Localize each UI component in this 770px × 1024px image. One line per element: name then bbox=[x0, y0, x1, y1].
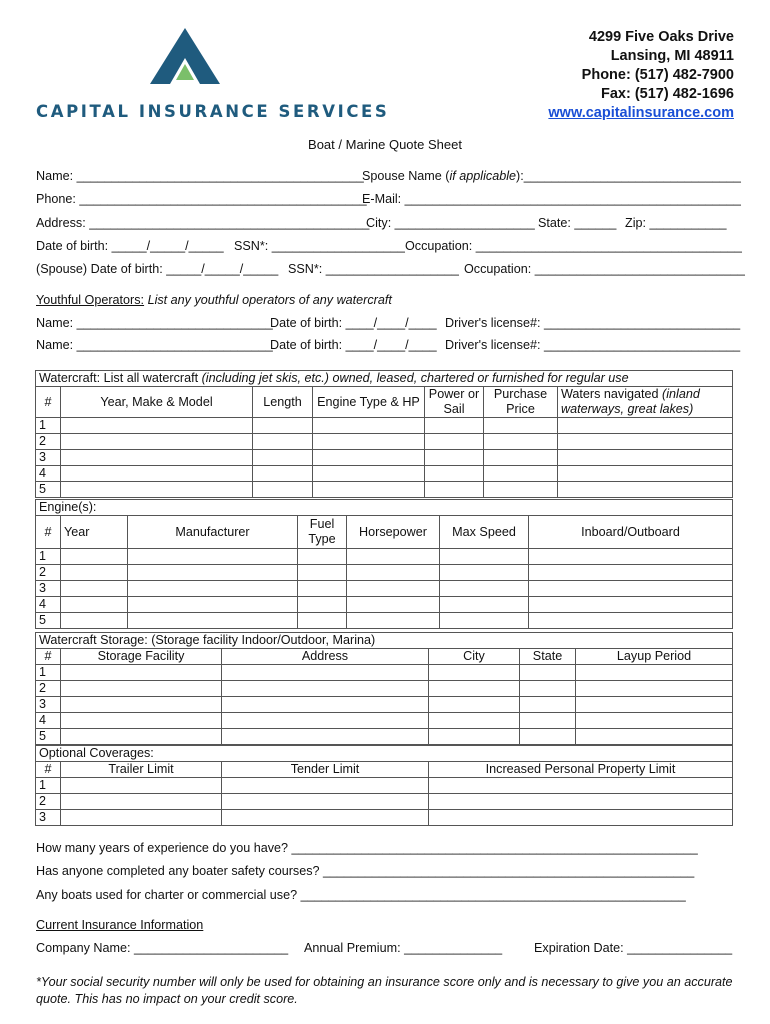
youthful-note: List any youthful operators of any watercraft bbox=[147, 293, 392, 307]
watercraft-note: (including jet skis, etc.) owned, leased, chartered or furnished for regular use bbox=[201, 371, 629, 385]
address-line2: Lansing, MI 48911 bbox=[610, 48, 734, 64]
youthful-license-2[interactable]: Driver's license#: ____________________________ bbox=[445, 338, 741, 352]
table-cell[interactable] bbox=[61, 697, 222, 713]
phone-number: Phone: (517) 482-7900 bbox=[581, 67, 734, 83]
table-cell[interactable] bbox=[484, 466, 558, 482]
table-cell[interactable] bbox=[298, 565, 347, 581]
col-header: Year bbox=[61, 516, 128, 549]
table-cell[interactable] bbox=[484, 450, 558, 466]
table-cell[interactable] bbox=[558, 434, 733, 450]
table-cell[interactable] bbox=[425, 450, 484, 466]
website-link[interactable]: www.capitalinsurance.com bbox=[548, 105, 734, 121]
table-cell[interactable] bbox=[347, 597, 440, 613]
table-cell[interactable] bbox=[222, 665, 429, 681]
watercraft-row bbox=[36, 466, 733, 482]
expiration-date-field[interactable]: Expiration Date: _______________ bbox=[534, 941, 733, 955]
col-header: # bbox=[36, 762, 61, 778]
table-cell[interactable] bbox=[520, 665, 576, 681]
engine-row bbox=[36, 597, 733, 613]
table-cell[interactable] bbox=[440, 597, 529, 613]
table-cell[interactable] bbox=[222, 681, 429, 697]
youthful-dob-1[interactable]: Date of birth: ____/____/____ bbox=[270, 316, 437, 330]
table-cell[interactable] bbox=[429, 729, 520, 745]
table-cell[interactable] bbox=[222, 713, 429, 729]
current-insurance-heading: Current Insurance Information bbox=[36, 918, 204, 932]
col-header: # bbox=[36, 387, 61, 418]
address-line1: 4299 Five Oaks Drive bbox=[588, 29, 734, 45]
waters-note: (inland waterways, great lakes) bbox=[561, 387, 700, 416]
table-cell[interactable] bbox=[520, 713, 576, 729]
spouse-note: if applicable bbox=[449, 169, 517, 183]
col-header: Storage Facility bbox=[61, 649, 222, 665]
table-cell[interactable] bbox=[425, 418, 484, 434]
watercraft-table bbox=[35, 370, 733, 498]
watercraft-row bbox=[36, 482, 733, 498]
table-cell[interactable] bbox=[529, 565, 733, 581]
table-cell[interactable] bbox=[576, 681, 733, 697]
spouse-label: Spouse Name ( bbox=[362, 169, 450, 183]
table-cell[interactable] bbox=[440, 613, 529, 629]
table-cell[interactable] bbox=[61, 681, 222, 697]
table-cell[interactable] bbox=[429, 681, 520, 697]
table-cell[interactable] bbox=[440, 549, 529, 565]
spouse-occupation-field[interactable]: Occupation: ______________________________ bbox=[464, 262, 745, 276]
storage-row bbox=[36, 665, 733, 681]
row-number: 1 bbox=[36, 418, 61, 434]
table-cell[interactable] bbox=[61, 613, 128, 629]
table-cell[interactable] bbox=[576, 713, 733, 729]
col-header: Tender Limit bbox=[222, 762, 429, 778]
table-cell[interactable] bbox=[61, 597, 128, 613]
fax-number: Fax: (517) 482-1696 bbox=[601, 86, 734, 102]
charter-question[interactable]: Any boats used for charter or commercial use? _______________________________________________________ bbox=[36, 888, 686, 902]
table-cell[interactable] bbox=[61, 810, 222, 826]
table-cell[interactable] bbox=[222, 810, 429, 826]
table-cell[interactable] bbox=[61, 434, 253, 450]
watercraft-header-row bbox=[36, 387, 733, 418]
row-number: 2 bbox=[36, 565, 61, 581]
table-cell[interactable] bbox=[61, 418, 253, 434]
company-name: CAPITAL INSURANCE SERVICES bbox=[36, 102, 390, 121]
table-cell[interactable] bbox=[313, 450, 425, 466]
watercraft-heading bbox=[36, 371, 733, 387]
table-cell[interactable] bbox=[520, 697, 576, 713]
table-cell[interactable] bbox=[61, 794, 222, 810]
table-cell[interactable] bbox=[61, 778, 222, 794]
zip-field[interactable]: Zip: ___________ bbox=[625, 216, 727, 230]
email-field[interactable]: E-Mail: ________________________________________________ bbox=[362, 192, 741, 206]
dob-field[interactable]: Date of birth: _____/_____/_____ bbox=[36, 239, 224, 253]
engines-table bbox=[35, 499, 733, 629]
table-cell[interactable] bbox=[222, 729, 429, 745]
col-header: Increased Personal Property Limit bbox=[429, 762, 733, 778]
page-title: Boat / Marine Quote Sheet bbox=[308, 137, 462, 152]
storage-row bbox=[36, 713, 733, 729]
ssn-footnote: *Your social security number will only be used for obtaining an insurance score only and is necessary to give you an accurate quote. This has no impact on your credit score. bbox=[36, 975, 733, 1006]
storage-table bbox=[35, 632, 733, 745]
table-cell[interactable] bbox=[61, 665, 222, 681]
row-number: 4 bbox=[36, 597, 61, 613]
row-number: 5 bbox=[36, 482, 61, 498]
table-cell[interactable] bbox=[576, 665, 733, 681]
col-header: # bbox=[36, 516, 61, 549]
table-cell[interactable] bbox=[128, 565, 298, 581]
col-header: Inboard/Outboard bbox=[529, 516, 733, 549]
table-cell[interactable] bbox=[61, 713, 222, 729]
watercraft-row bbox=[36, 434, 733, 450]
table-cell[interactable] bbox=[347, 549, 440, 565]
table-cell[interactable] bbox=[558, 482, 733, 498]
youthful-title: Youthful Operators: bbox=[36, 293, 145, 307]
spouse-line: ):_______________________________ bbox=[516, 169, 741, 183]
row-number: 4 bbox=[36, 466, 61, 482]
annual-premium-field[interactable]: Annual Premium: ______________ bbox=[304, 941, 503, 955]
table-cell[interactable] bbox=[347, 581, 440, 597]
engines-header-row bbox=[36, 516, 733, 549]
table-cell[interactable] bbox=[529, 613, 733, 629]
company-contact bbox=[548, 28, 734, 123]
row-number: 1 bbox=[36, 549, 61, 565]
table-cell[interactable] bbox=[520, 681, 576, 697]
table-cell[interactable] bbox=[61, 482, 253, 498]
coverage-row bbox=[36, 810, 733, 826]
table-cell[interactable] bbox=[484, 434, 558, 450]
row-number: 3 bbox=[36, 450, 61, 466]
table-cell[interactable] bbox=[429, 713, 520, 729]
table-cell[interactable] bbox=[425, 482, 484, 498]
table-cell[interactable] bbox=[253, 466, 313, 482]
table-cell[interactable] bbox=[128, 597, 298, 613]
col-header-waters bbox=[558, 387, 733, 418]
table-cell[interactable] bbox=[429, 794, 733, 810]
ssn-field[interactable]: SSN*: ___________________ bbox=[234, 239, 405, 253]
experience-question[interactable]: How many years of experience do you have? __________________________________________________________ bbox=[36, 841, 698, 855]
table-cell[interactable] bbox=[222, 794, 429, 810]
table-cell[interactable] bbox=[253, 482, 313, 498]
occupation-field[interactable]: Occupation: ______________________________________ bbox=[405, 239, 742, 253]
col-header: Length bbox=[253, 387, 313, 418]
table-cell[interactable] bbox=[558, 450, 733, 466]
col-header: Address bbox=[222, 649, 429, 665]
table-cell[interactable] bbox=[298, 613, 347, 629]
table-cell[interactable] bbox=[440, 565, 529, 581]
state-field[interactable]: State: ______ bbox=[538, 216, 617, 230]
table-cell[interactable] bbox=[558, 466, 733, 482]
table-cell[interactable] bbox=[222, 697, 429, 713]
table-cell[interactable] bbox=[529, 581, 733, 597]
col-header: # bbox=[36, 649, 61, 665]
spouse-ssn-field[interactable]: SSN*: ___________________ bbox=[288, 262, 459, 276]
company-name-field[interactable]: Company Name: ______________________ bbox=[36, 941, 289, 955]
table-cell[interactable] bbox=[298, 581, 347, 597]
table-cell[interactable] bbox=[440, 581, 529, 597]
col-header: Year, Make & Model bbox=[61, 387, 253, 418]
watercraft-row bbox=[36, 418, 733, 434]
table-cell[interactable] bbox=[313, 482, 425, 498]
storage-heading: Watercraft Storage: (Storage facility Indoor/Outdoor, Marina) bbox=[36, 633, 733, 649]
row-number: 3 bbox=[36, 581, 61, 597]
youthful-heading bbox=[36, 293, 392, 307]
row-number: 2 bbox=[36, 681, 61, 697]
table-cell[interactable] bbox=[429, 810, 733, 826]
table-cell[interactable] bbox=[484, 482, 558, 498]
table-cell[interactable] bbox=[425, 466, 484, 482]
table-cell[interactable] bbox=[576, 729, 733, 745]
table-cell[interactable] bbox=[529, 597, 733, 613]
row-number: 5 bbox=[36, 729, 61, 745]
coverage-row bbox=[36, 794, 733, 810]
table-cell[interactable] bbox=[253, 418, 313, 434]
col-header: Engine Type & HP bbox=[313, 387, 425, 418]
youthful-license-1[interactable]: Driver's license#: ____________________________ bbox=[445, 316, 741, 330]
address-field[interactable]: Address: ________________________________________ bbox=[36, 216, 370, 230]
youthful-name-2[interactable]: Name: ____________________________ bbox=[36, 338, 273, 352]
row-number: 2 bbox=[36, 434, 61, 450]
company-logo bbox=[36, 24, 390, 124]
phone-field[interactable]: Phone: _________________________________________ bbox=[36, 192, 367, 206]
table-cell[interactable] bbox=[128, 613, 298, 629]
city-field[interactable]: City: ____________________ bbox=[366, 216, 535, 230]
youthful-name-1[interactable]: Name: ____________________________ bbox=[36, 316, 273, 330]
row-number: 3 bbox=[36, 810, 61, 826]
name-field[interactable]: Name: _________________________________________ bbox=[36, 169, 364, 183]
engines-heading: Engine(s): bbox=[36, 500, 733, 516]
row-number: 1 bbox=[36, 665, 61, 681]
row-number: 2 bbox=[36, 794, 61, 810]
waters-label: Waters navigated bbox=[561, 387, 663, 401]
table-cell[interactable] bbox=[298, 549, 347, 565]
col-header: Purchase Price bbox=[484, 387, 558, 418]
watercraft-row bbox=[36, 450, 733, 466]
table-cell[interactable] bbox=[253, 434, 313, 450]
mountain-logo-icon bbox=[150, 28, 220, 84]
table-cell[interactable] bbox=[61, 729, 222, 745]
watercraft-title: Watercraft: List all watercraft bbox=[39, 371, 202, 385]
table-cell[interactable] bbox=[61, 450, 253, 466]
table-cell[interactable] bbox=[347, 613, 440, 629]
table-cell[interactable] bbox=[298, 597, 347, 613]
col-header: Max Speed bbox=[440, 516, 529, 549]
col-header: State bbox=[520, 649, 576, 665]
safety-course-question[interactable]: Has anyone completed any boater safety courses? _____________________________________________________ bbox=[36, 864, 695, 878]
table-cell[interactable] bbox=[61, 565, 128, 581]
storage-header-row bbox=[36, 649, 733, 665]
table-cell[interactable] bbox=[347, 565, 440, 581]
storage-row bbox=[36, 729, 733, 745]
coverages-heading: Optional Coverages: bbox=[36, 746, 733, 762]
storage-row bbox=[36, 697, 733, 713]
coverages-header-row bbox=[36, 762, 733, 778]
col-header: Horsepower bbox=[347, 516, 440, 549]
table-cell[interactable] bbox=[520, 729, 576, 745]
table-cell[interactable] bbox=[222, 778, 429, 794]
coverage-row bbox=[36, 778, 733, 794]
row-number: 5 bbox=[36, 613, 61, 629]
table-cell[interactable] bbox=[313, 434, 425, 450]
engine-row bbox=[36, 613, 733, 629]
table-cell[interactable] bbox=[558, 418, 733, 434]
row-number: 3 bbox=[36, 697, 61, 713]
table-cell[interactable] bbox=[313, 466, 425, 482]
table-cell[interactable] bbox=[253, 450, 313, 466]
table-cell[interactable] bbox=[484, 418, 558, 434]
table-cell[interactable] bbox=[61, 466, 253, 482]
engine-row bbox=[36, 581, 733, 597]
col-header: Trailer Limit bbox=[61, 762, 222, 778]
engine-row bbox=[36, 565, 733, 581]
col-header: City bbox=[429, 649, 520, 665]
col-header: Manufacturer bbox=[128, 516, 298, 549]
table-cell[interactable] bbox=[128, 549, 298, 565]
table-cell[interactable] bbox=[128, 581, 298, 597]
col-header: Fuel Type bbox=[298, 516, 347, 549]
table-cell[interactable] bbox=[425, 434, 484, 450]
engine-row bbox=[36, 549, 733, 565]
youthful-dob-2[interactable]: Date of birth: ____/____/____ bbox=[270, 338, 437, 352]
table-cell[interactable] bbox=[529, 549, 733, 565]
table-cell[interactable] bbox=[61, 549, 128, 565]
col-header: Power or Sail bbox=[425, 387, 484, 418]
table-cell[interactable] bbox=[429, 665, 520, 681]
spouse-name-field[interactable] bbox=[362, 169, 741, 183]
storage-row bbox=[36, 681, 733, 697]
row-number: 4 bbox=[36, 713, 61, 729]
table-cell[interactable] bbox=[313, 418, 425, 434]
table-cell[interactable] bbox=[429, 697, 520, 713]
spouse-dob-field[interactable]: (Spouse) Date of birth: _____/_____/_____ bbox=[36, 262, 279, 276]
col-header: Layup Period bbox=[576, 649, 733, 665]
table-cell[interactable] bbox=[61, 581, 128, 597]
coverages-table bbox=[35, 745, 733, 826]
table-cell[interactable] bbox=[576, 697, 733, 713]
row-number: 1 bbox=[36, 778, 61, 794]
table-cell[interactable] bbox=[429, 778, 733, 794]
